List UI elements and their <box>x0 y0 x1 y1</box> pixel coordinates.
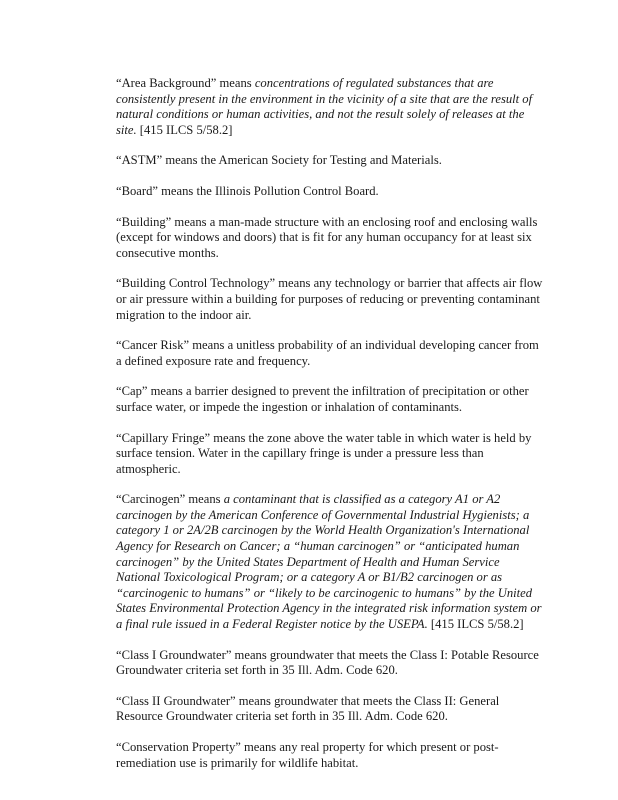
definition-statutory-text: concentrations of regulated substances that are consistently present in the environment in the vicinity of a site that are the result of natural conditions or human activities, and not the result solely of releases at the site. <box>116 76 533 137</box>
definition-cancer-risk <box>116 338 546 369</box>
definition-capillary-fringe <box>116 431 546 478</box>
definition-citation: [415 ILCS 5/58.2] <box>136 122 233 137</box>
definition-text: means the American Society for Testing and Materials. <box>162 153 442 168</box>
definition-term: “Class I Groundwater” <box>116 647 232 662</box>
definition-building-control-technology <box>116 276 546 323</box>
definition-class-i-groundwater <box>116 648 546 679</box>
definition-text: means the zone above the water table in which water is held by surface tension. Water in the capillary fringe is under a pressure less than atmospheric. <box>116 430 532 476</box>
definition-text: means a unitless probability of an individual developing cancer from a defined exposure rate and frequency. <box>116 338 539 368</box>
definition-text: means any real property for which present or post-remediation use is primarily for wildlife habitat. <box>116 740 499 770</box>
definition-carcinogen <box>116 492 546 632</box>
definition-building <box>116 215 546 262</box>
definition-term: “Cancer Risk” <box>116 338 190 353</box>
definition-term: “Cap” <box>116 384 148 399</box>
definition-term: “Area Background” <box>116 76 217 90</box>
definition-term: “Capillary Fringe” <box>116 430 211 445</box>
definition-term: “Building Control Technology” <box>116 276 276 291</box>
definition-text: means the Illinois Pollution Control Board. <box>157 183 379 198</box>
definition-term: “Class II Groundwater” <box>116 693 236 708</box>
definition-term: “Building” <box>116 214 172 229</box>
definition-term: “Board” <box>116 183 158 198</box>
definition-term: “ASTM” <box>116 153 163 168</box>
definition-conservation-property <box>116 740 546 771</box>
definition-astm <box>116 153 546 169</box>
definition-term: “Conservation Property” <box>116 740 241 754</box>
definition-text: means <box>185 492 224 507</box>
definition-area-background <box>116 76 546 138</box>
definition-board <box>116 184 546 200</box>
definition-term: “Carcinogen” <box>116 492 186 507</box>
definition-text: means groundwater that meets the Class I: Potable Resource Groundwater criteria set forth in 35 Ill. Adm. Code 620. <box>116 647 539 678</box>
definition-text: means any technology or barrier that affects air flow or air pressure within a building for purposes of reducing or preventing contaminant migration to the indoor air. <box>116 276 543 322</box>
definition-statutory-text: a contaminant that is classified as a category A1 or A2 carcinogen by the American Conference of Governmental Industrial Hygienists; a category 1 or 2A/2B carcinogen by the World Health Organization's International Agency for Research on Cancer; a “human carcinogen” or “anticipated human carcinogen” by the United States Department of Health and Human Service National Toxicological Program; or a category A or B1/B2 carcinogen or as “carcinogenic to humans” or “likely to be carcinogenic to humans” by the United States Environmental Protection Agency in the integrated risk information system or a final rule issued in a Federal Register notice by the USEPA. <box>116 492 542 632</box>
definition-class-ii-groundwater <box>116 694 546 725</box>
definition-text: means a man-made structure with an enclosing roof and enclosing walls (except for windows and doors) that is fit for any human occupancy for at least six consecutive months. <box>116 214 538 260</box>
definition-cap <box>116 384 546 415</box>
definition-citation: [415 ILCS 5/58.2] <box>427 617 524 632</box>
definition-text: means a barrier designed to prevent the infiltration of precipitation or other surface water, or impede the ingestion or inhalation of contaminants. <box>116 384 529 414</box>
definition-text: means <box>216 76 255 90</box>
definition-text: means groundwater that meets the Class II: General Resource Groundwater criteria set forth in 35 Ill. Adm. Code 620. <box>116 693 500 724</box>
definitions-list <box>116 76 546 786</box>
